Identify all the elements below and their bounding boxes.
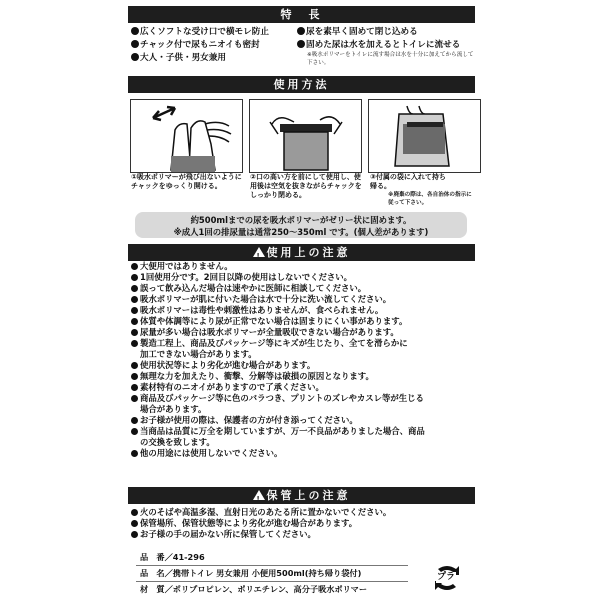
bullet-icon <box>297 27 305 35</box>
material: ポリプロピレン、ポリエチレン、高分子吸水ポリマー <box>172 584 368 594</box>
bag-closing-icon <box>250 100 361 172</box>
recycle-label: プラ <box>437 572 456 582</box>
step-3-note: ※廃棄の際は、各自治体の指示に従って下さい。 <box>388 192 472 206</box>
list-item: 尿量が多い場合は吸水ポリマーが全量吸収できない場合があります。 <box>131 327 486 338</box>
list-item: 体質や体調等により尿が正常でない場合は固まりにくい事があります。 <box>131 316 486 327</box>
list-item-continued: の交換を致します。 <box>140 437 215 447</box>
howto-title: 使用方法 <box>273 78 330 91</box>
capacity-banner <box>135 212 467 238</box>
step-3-caption: ③付属の袋に入れて持ち帰る。 <box>370 173 446 190</box>
list-item: 吸水ポリマーが肌に付いた場合は水で十分に洗い流してください。 <box>131 294 486 305</box>
bullet-icon <box>131 53 139 61</box>
capacity-line-2: ※成人1回の排尿量は通常250～350ml です。(個人差があります) <box>173 227 429 237</box>
list-item: 1回使用分です。2回目以降の使用はしないでください。 <box>131 272 486 283</box>
list-item-continued: 加工できない場合があります。 <box>140 349 257 359</box>
divider <box>136 581 408 582</box>
list-item: 他の用途には使用しないでください。 <box>131 448 486 459</box>
feature-item: 尿を素早く固めて閉じ込める <box>297 27 418 38</box>
storage-title: 保管上の注意 <box>266 489 351 502</box>
list-item: お子様が使用の際は、保護者の方が付き添ってください。 <box>131 415 486 426</box>
product-number: 41-296 <box>172 552 205 562</box>
feature-item: 大人・子供・男女兼用 <box>131 53 226 64</box>
list-item: 素材特有のニオイがありますので了承ください。 <box>131 382 486 393</box>
storage-header <box>128 487 475 504</box>
divider <box>136 565 408 566</box>
list-item: 製造工程上、商品及びパッケージ等にキズが生じたり、全てを滑らかに <box>131 338 486 349</box>
list-item: 商品及びパッケージ等に色のバラつき、プリントのズレやカスレ等が生じる <box>131 393 486 404</box>
step-2-illustration <box>249 99 362 173</box>
hands-opening-icon <box>131 100 242 172</box>
list-item-continued: 場合があります。 <box>140 404 207 414</box>
list-item: 使用状況等により劣化が進む場合があります。 <box>131 360 486 371</box>
warning-icon: ! <box>253 247 265 257</box>
features-header <box>128 6 475 23</box>
caution-title: 使用上の注意 <box>266 246 351 259</box>
howto-header <box>128 76 475 93</box>
step-1-caption: ①吸水ポリマーが飛び出ないようにチャックをゆっくり開ける。 <box>131 173 242 190</box>
list-item: お子様の手の届かない所に保管してください。 <box>131 529 486 540</box>
storage-list <box>131 507 486 540</box>
features-title: 特 長 <box>280 8 323 21</box>
product-name: 携帯トイレ 男女兼用 小便用500ml(持ち帰り袋付) <box>172 568 362 578</box>
caution-header <box>128 244 475 261</box>
list-item: 火のそばや高温多湿、直射日光のあたる所に置かないでください。 <box>131 507 486 518</box>
warning-icon: ! <box>253 490 265 500</box>
list-item: 吸水ポリマーは毒性や刺激性はありませんが、食べられません。 <box>131 305 486 316</box>
step-1-illustration <box>130 99 243 173</box>
material-row: 材 質／ポリプロピレン、ポリエチレン、高分子吸水ポリマー <box>140 584 368 594</box>
plastic-recycle-icon <box>430 561 464 595</box>
product-name-row: 品 名／携帯トイレ 男女兼用 小便用500ml(持ち帰り袋付) <box>140 568 362 578</box>
caution-list <box>131 261 486 459</box>
bullet-icon <box>131 27 139 35</box>
list-item: 誤って飲み込んだ場合は速やかに医師に相談してください。 <box>131 283 486 294</box>
step-3-illustration <box>368 99 481 173</box>
feature-item: 広くソフトな受け口で横モレ防止 <box>131 27 269 38</box>
list-item: 大便用ではありません。 <box>131 261 486 272</box>
feature-note: ※吸水ポリマーをトイレに流す場合は水を十分に加えてから流して下さい。 <box>307 52 474 66</box>
bullet-icon <box>131 40 139 48</box>
list-item: 当商品は品質に万全を期していますが、万一不良品がありました場合、商品 <box>131 426 486 437</box>
carry-bag-icon <box>369 100 480 172</box>
feature-item: 固めた尿は水を加えるとトイレに流せる <box>297 40 460 51</box>
bullet-icon <box>297 40 305 48</box>
capacity-line-1: 約500mlまでの尿を吸水ポリマーがゼリー状に固めます。 <box>190 215 412 225</box>
list-item: 無理な力を加えたり、衝撃、分解等は破損の原因となります。 <box>131 371 486 382</box>
step-2-caption: ②口の高い方を前にして使用し、使用後は空気を抜きながらチャックをしっかり閉める。 <box>250 173 362 199</box>
feature-item: チャック付で尿もニオイも密封 <box>131 40 260 51</box>
product-number-row: 品 番／41-296 <box>140 552 205 562</box>
list-item: 保管場所、保管状態等により劣化が進む場合があります。 <box>131 518 486 529</box>
